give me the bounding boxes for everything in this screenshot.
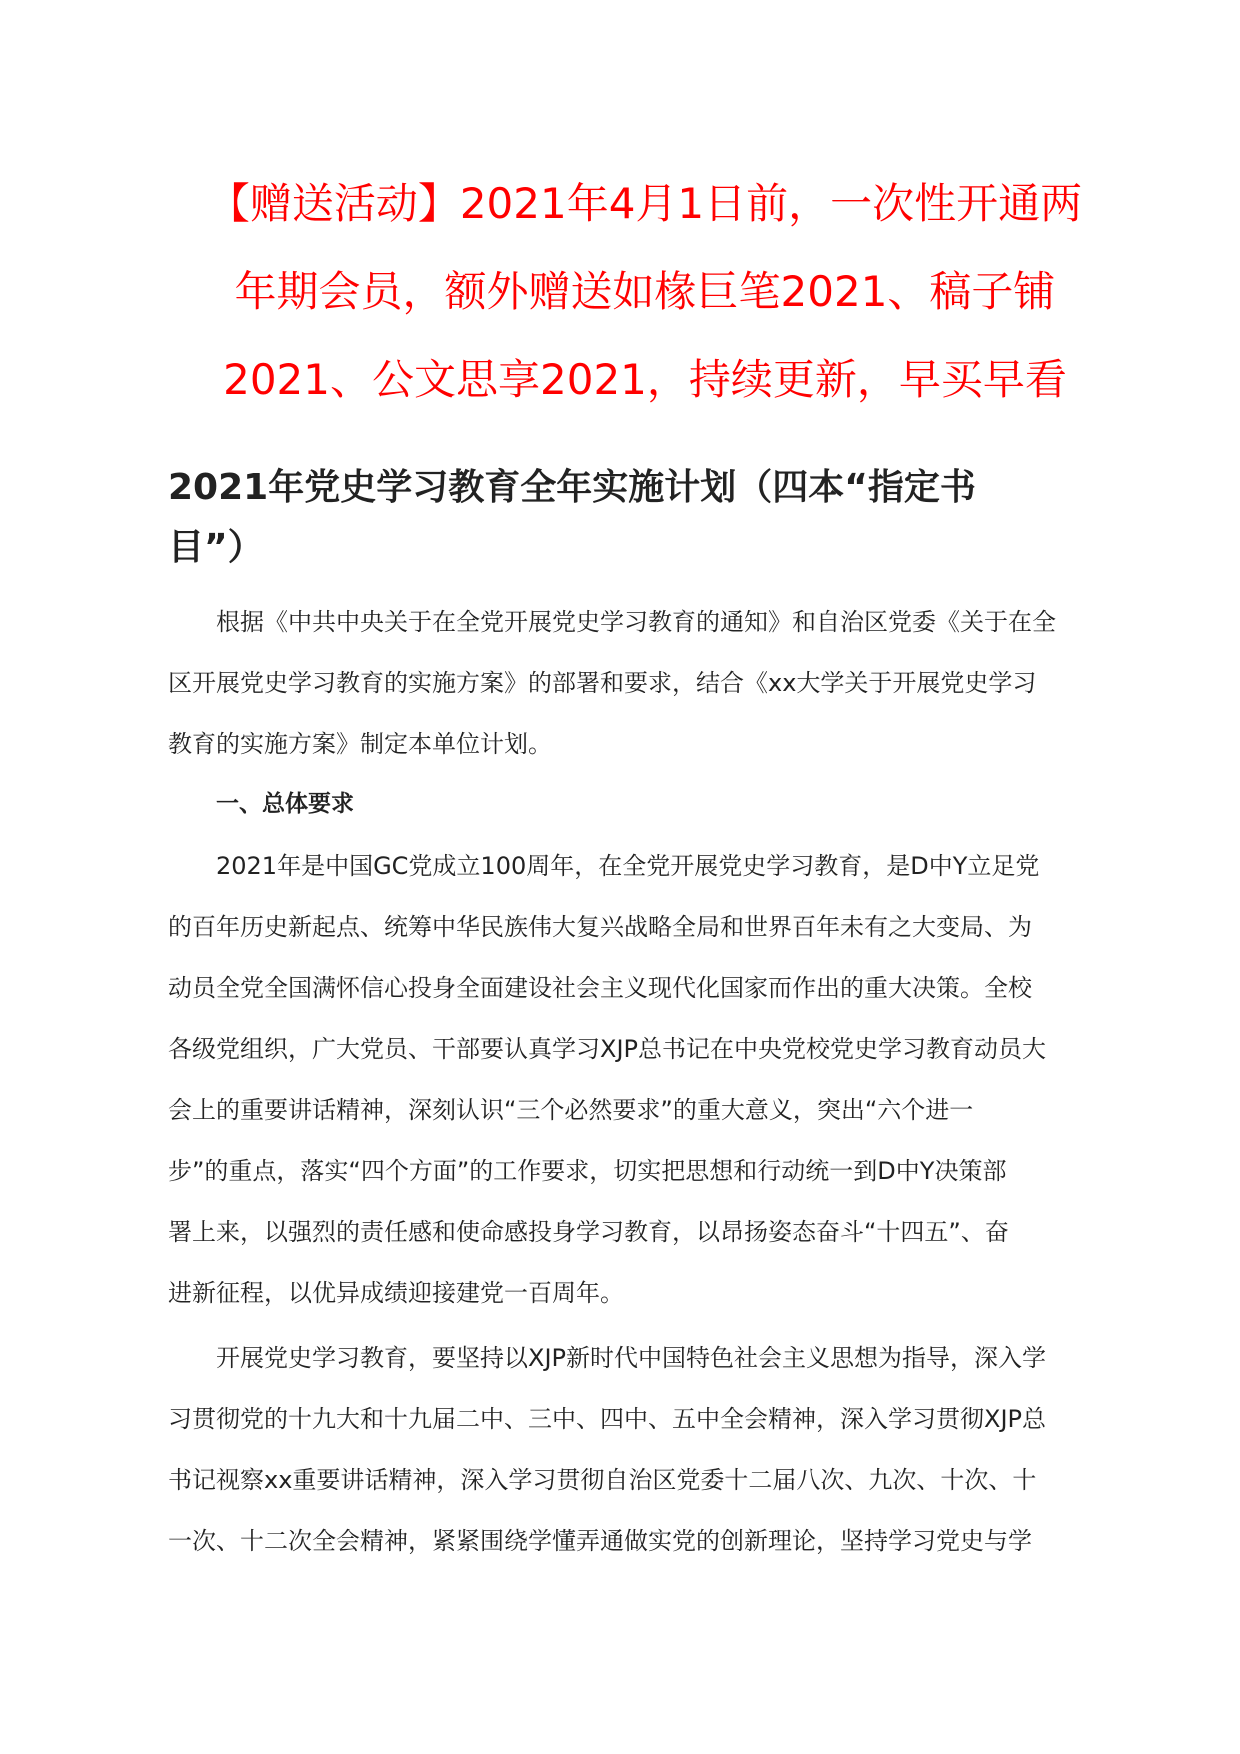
paragraph-line: 根据《中共中央关于在全党开展党史学习教育的通知》和自治区党委《关于在全: [216, 608, 1056, 636]
section-heading: 一、总体要求: [216, 791, 354, 817]
title-line: 2021年党史学习教育全年实施计划（四本“指定书: [168, 467, 976, 508]
paragraph-line: 会上的重要讲话精神，深刻认识“三个必然要求”的重大意义，突出“六个进一: [168, 1096, 974, 1124]
document-title: [168, 458, 1098, 578]
promo-line: 年期会员，额外赠送如椽巨笔2021、稿子铺: [234, 267, 1056, 316]
promo-banner: [155, 160, 1135, 424]
paragraph-line: 步”的重点，落实“四个方面”的工作要求，切实把思想和行动统一到D中Y决策部: [168, 1157, 1007, 1185]
paragraph-line: 书记视察xx重要讲话精神，深入学习贯彻自治区党委十二届八次、九次、十次、十: [168, 1466, 1037, 1494]
paragraph-line: 的百年历史新起点、统筹中华民族伟大复兴战略全局和世界百年未有之大变局、为: [168, 913, 1032, 941]
paragraph-general-requirements: [168, 836, 1098, 1324]
paragraph-line: 教育的实施方案》制定本单位计划。: [168, 730, 552, 758]
paragraph-line: 一次、十二次全会精神，紧紧围绕学懂弄通做实党的创新理论，坚持学习党史与学: [168, 1527, 1032, 1555]
promo-line: 2021、公文思享2021，持续更新，早买早看: [223, 355, 1067, 404]
paragraph-line: 区开展党史学习教育的实施方案》的部署和要求，结合《xx大学关于开展党史学习: [168, 669, 1037, 697]
paragraph-intro: [168, 592, 1098, 775]
paragraph-line: 2021年是中国GC党成立100周年，在全党开展党史学习教育，是D中Y立足党: [216, 852, 1040, 880]
paragraph-line: 进新征程，以优异成绩迎接建党一百周年。: [168, 1279, 624, 1307]
paragraph-line: 动员全党全国满怀信心投身全面建设社会主义现代化国家而作出的重大决策。全校: [168, 974, 1032, 1002]
paragraph-guiding-thought: [168, 1328, 1098, 1572]
promo-line: 【赠送活动】2021年4月1日前，一次性开通两: [207, 179, 1083, 228]
title-line: 目”）: [168, 527, 264, 568]
paragraph-line: 署上来，以强烈的责任感和使命感投身学习教育，以昂扬姿态奋斗“十四五”、奋: [168, 1218, 1009, 1246]
paragraph-line: 开展党史学习教育，要坚持以XJP新时代中国特色社会主义思想为指导，深入学: [216, 1344, 1046, 1372]
paragraph-line: 各级党组织，广大党员、干部要认真学习XJP总书记在中央党校党史学习教育动员大: [168, 1035, 1046, 1063]
paragraph-line: 习贯彻党的十九大和十九届二中、三中、四中、五中全会精神，深入学习贯彻XJP总: [168, 1405, 1046, 1433]
